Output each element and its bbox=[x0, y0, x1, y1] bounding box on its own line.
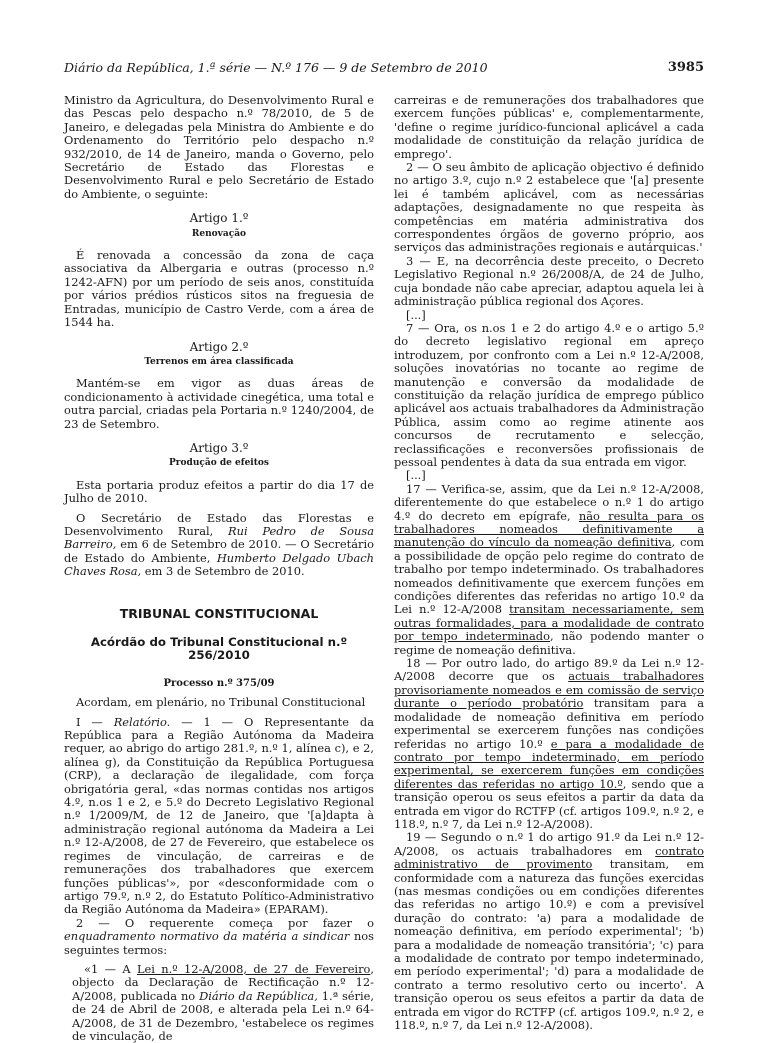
p18-b: transitam para a modalidade de nomeação definitiva em período experimental se exercerem funções nas condições referidas no artigo 10.º bbox=[394, 696, 704, 751]
signatory-name-1: Rui Pedro de Sousa Barreiro, bbox=[64, 523, 375, 552]
signature-text-a: O Secretário de Estado das Florestas e Desenvolvimento Rural, bbox=[64, 510, 374, 538]
quote-paragraph-7: 7 — Ora, os n.os 1 e 2 do artigo 4.º e o artigo 5.º do decreto legislativo regional em apreço introduzem, por confronto com a Lei n.º 12-A/2008, soluções inovatórias no tocante ao regime de manutenção e conversão da modalidade de constituição da relação jurídica de emprego público aplicável aos actuais trabalhadores da Administração Pública, assim como ao regime atinente aos concursos de recrutamento e selecção, reclassificações e reconversões profissionais de pessoal pendentes à data da sua entrada em vigor. bbox=[394, 320, 704, 469]
quote-continuation: carreiras e de remunerações dos trabalhadores que exercem funções públicas' e, complementarmente, 'define o regime jurídico-funcional aplicável a cada modalidade de constituição da relação jurídica de emprego'. bbox=[394, 93, 704, 161]
p18-underlined-2: e para a modalidade de contrato por tempo indeterminado, em período experimental, se exercerem funções em condições diferentes das referidas no artigo 10.º bbox=[394, 736, 704, 791]
signatory-name-2: Humberto Delgado Ubach Chaves Rosa, bbox=[64, 550, 374, 579]
quote-1-a: «1 — A bbox=[84, 961, 137, 976]
p17-underlined-1: não resulta para os trabalhadores nomeados definitivamente a manutenção do vínculo da nomeação definitiva bbox=[394, 508, 704, 550]
p17-a: 17 — Verifica-se, assim, que da Lei n.º 12-A/2008, diferentemente do que estabelece o n.º 1 do artigo 4.º do decreto em epígrafe, bbox=[394, 481, 704, 523]
quote-1-underlined: Lei n.º 12-A/2008, de 27 de Fevereiro bbox=[136, 961, 371, 976]
quote-1-c: 1.ª série, de 24 de Abril de 2008, e alterada pela Lei n.º 64-A/2008, de 31 de Dezembro, 'estabelece os regimes de vinculação, de bbox=[72, 988, 374, 1043]
quote-paragraph-2: 2 — O seu âmbito de aplicação objectivo é definido no artigo 3.º, cujo n.º 2 estabelece que '[a] presente lei é também aplicável, com as necessárias adaptações, designadamente no que respeita às competências em matéria administrativa dos correspondentes órgãos de governo próprio, aos serviços das administrações regionais e autárquicas.' bbox=[394, 160, 704, 255]
quote-paragraph-1 bbox=[64, 963, 374, 1043]
ellipsis-1: [...] bbox=[406, 307, 426, 322]
article-1-text: É renovada a concessão da zona de caça associativa da Albergaria e outras (processo n.º 1242-AFN) por um período de seis anos, constituída por vários prédios rústicos sitos na freguesia de Entradas, município de Castro Verde, com a área de 1544 ha. bbox=[64, 248, 374, 330]
section-title: TRIBUNAL CONSTITUCIONAL bbox=[119, 605, 319, 621]
quote-paragraph-18 bbox=[394, 657, 704, 831]
page-header bbox=[64, 60, 704, 80]
article-2-text: Mantém-se em vigor as duas áreas de condicionamento à actividade cinegética, uma total e outra parcial, criadas pela Portaria n.º 1240/2004, de 23 de Setembro. bbox=[64, 376, 374, 431]
left-column bbox=[64, 94, 374, 1043]
paragraph-2-b: nos seguintes termos: bbox=[64, 929, 374, 957]
p17-b: , com a possibilidade de opção pelo regime do contrato de trabalho por tempo indeterminado. Os trabalhadores nomeados definitivamente que exercem funções em condições diferentes das referidas no artigo 10.º da Lei n.º 12-A/2008 bbox=[394, 535, 704, 617]
acordao-title: Acórdão do Tribunal Constitucional n.º 256/2010 bbox=[90, 635, 348, 663]
article-1-subtitle: Renovação bbox=[191, 228, 247, 239]
p19-b: transitam, em conformidade com a natureza das funções exercidas (nas mesmas condições ou em condições diferentes das referidas no artigo 10.º) e com a previsível duração do contrato: 'a) para a modalidade de nomeação definitiva, em período experimental'; 'b) para a modalidade de nomeação transitória'; 'c) para a modalidade de contrato por tempo indeterminado, em período experimental'; 'd) para a modalidade de contrato a termo resolutivo certo ou incerto'. A transição operou os seus efeitos a partir da data de entrada em vigor do RCTFP (cf. artigos 109.º, n.º 2, e 118.º, n.º 7, da Lei n.º 12-A/2008). bbox=[394, 857, 704, 1033]
paragraph-2-italic: enquadramento normativo da matéria a sindicar bbox=[64, 929, 350, 944]
quote-1-b: , objecto da Declaração de Rectificação n.º 12-A/2008, publicada no bbox=[72, 961, 375, 1003]
p17-c: , não podendo manter o regime de nomeação definitiva. bbox=[394, 629, 704, 657]
relatorio-label: Relatório. bbox=[113, 714, 171, 729]
article-2-subtitle: Terrenos em área classificada bbox=[144, 356, 294, 367]
relatorio-paragraph bbox=[64, 716, 374, 917]
relatorio-prefix: I — bbox=[76, 714, 114, 729]
intro-paragraph: Ministro da Agricultura, do Desenvolvimento Rural e das Pescas pelo despacho n.º 78/2010, de 5 de Janeiro, e delegadas pela Ministra do Ambiente e do Ordenamento do Território pelo despacho n.º 932/2010, de 14 de Janeiro, manda o Governo, pelo Secretário de Estado das Florestas e Desenvolvimento Rural e pelo Secretário de Estado do Ambiente, o seguinte: bbox=[64, 93, 374, 201]
p18-a: 18 — Por outro lado, do artigo 89.º da Lei n.º 12-A/2008 decorre que os bbox=[394, 656, 704, 684]
p19-underlined: contrato administrativo de provimento bbox=[394, 843, 704, 872]
signature-text-c: em 3 de Setembro de 2010. bbox=[141, 564, 305, 579]
acordam-line: Acordam, em plenário, no Tribunal Constitucional bbox=[76, 695, 366, 710]
processo-number: Processo n.º 375/09 bbox=[163, 677, 275, 689]
paragraph-2-a: 2 — O requerente começa por fazer o bbox=[76, 915, 374, 930]
relatorio-text: — 1 — O Representante da República para a Região Autónoma da Madeira requer, ao abrigo do artigo 281.º, n.º 1, alínea c), e 2, alínea g), da Constituição da República Portuguesa (CRP), a declaração de ilegalidade, com força obrigatória geral, «das normas contidas nos artigos 4.º, n.os 1 e 2, e 5.º do Decreto Legislativo Regional n.º 1/2009/M, de 12 de Janeiro, que '[a]dapta à administração regional autónoma da Madeira a Lei n.º 12-A/2008, de 27 de Fevereiro, que estabelece os regimes de vinculação, de carreiras e de remunerações dos trabalhadores que exercem funções públicas'», por «desconformidade com o artigo 79.º, n.º 2, do Estatuto Político-Administrativo da Região Autónoma da Madeira» (EPARAM). bbox=[64, 714, 374, 917]
journal-title: Diário da República, 1.ª série — N.º 176 — 9 de Setembro de 2010 bbox=[64, 60, 488, 75]
p18-underlined-1: actuais trabalhadores provisoriamente nomeados e em comissão de serviço durante o período probatório bbox=[394, 669, 704, 711]
quote-paragraph-3: 3 — E, na decorrência deste preceito, o Decreto Legislativo Regional n.º 26/2008/A, de 24 de Julho, cuja bondade não cabe apreciar, adaptou aquela lei à administração pública regional dos Açores. bbox=[394, 253, 704, 309]
signature-text-b: em 6 de Setembro de 2010. — O Secretário de Estado do Ambiente, bbox=[64, 537, 374, 565]
article-1-title: Artigo 1.º bbox=[189, 211, 249, 226]
right-column bbox=[394, 94, 704, 1032]
p18-c: , sendo que a transição operou os seus efeitos a partir da data da entrada em vigor do RCTFP (cf. artigos 109.º, n.º 2, e 118.º, n.º 7, da Lei n.º 12-A/2008). bbox=[394, 776, 704, 831]
quote-paragraph-19 bbox=[394, 831, 704, 1032]
ellipsis-2: [...] bbox=[406, 468, 426, 483]
signature-paragraph bbox=[64, 512, 374, 579]
quote-1-italic: Diário da República, bbox=[199, 988, 318, 1003]
paragraph-2 bbox=[64, 917, 374, 957]
article-3-text: Esta portaria produz efeitos a partir do dia 17 de Julho de 2010. bbox=[64, 477, 374, 506]
p17-underlined-2: transitam necessariamente, sem outras formalidades, para a modalidade de contrato por tempo indeterminado bbox=[394, 602, 704, 644]
page-number: 3985 bbox=[667, 60, 704, 75]
article-3-subtitle: Produção de efeitos bbox=[169, 458, 269, 469]
p19-a: 19 — Segundo o n.º 1 do artigo 91.º da Lei n.º 12-A/2008, os actuais trabalhadores em bbox=[394, 830, 704, 858]
article-2-title: Artigo 2.º bbox=[189, 339, 249, 354]
quote-paragraph-17 bbox=[394, 483, 704, 657]
article-3-title: Artigo 3.º bbox=[189, 440, 249, 455]
